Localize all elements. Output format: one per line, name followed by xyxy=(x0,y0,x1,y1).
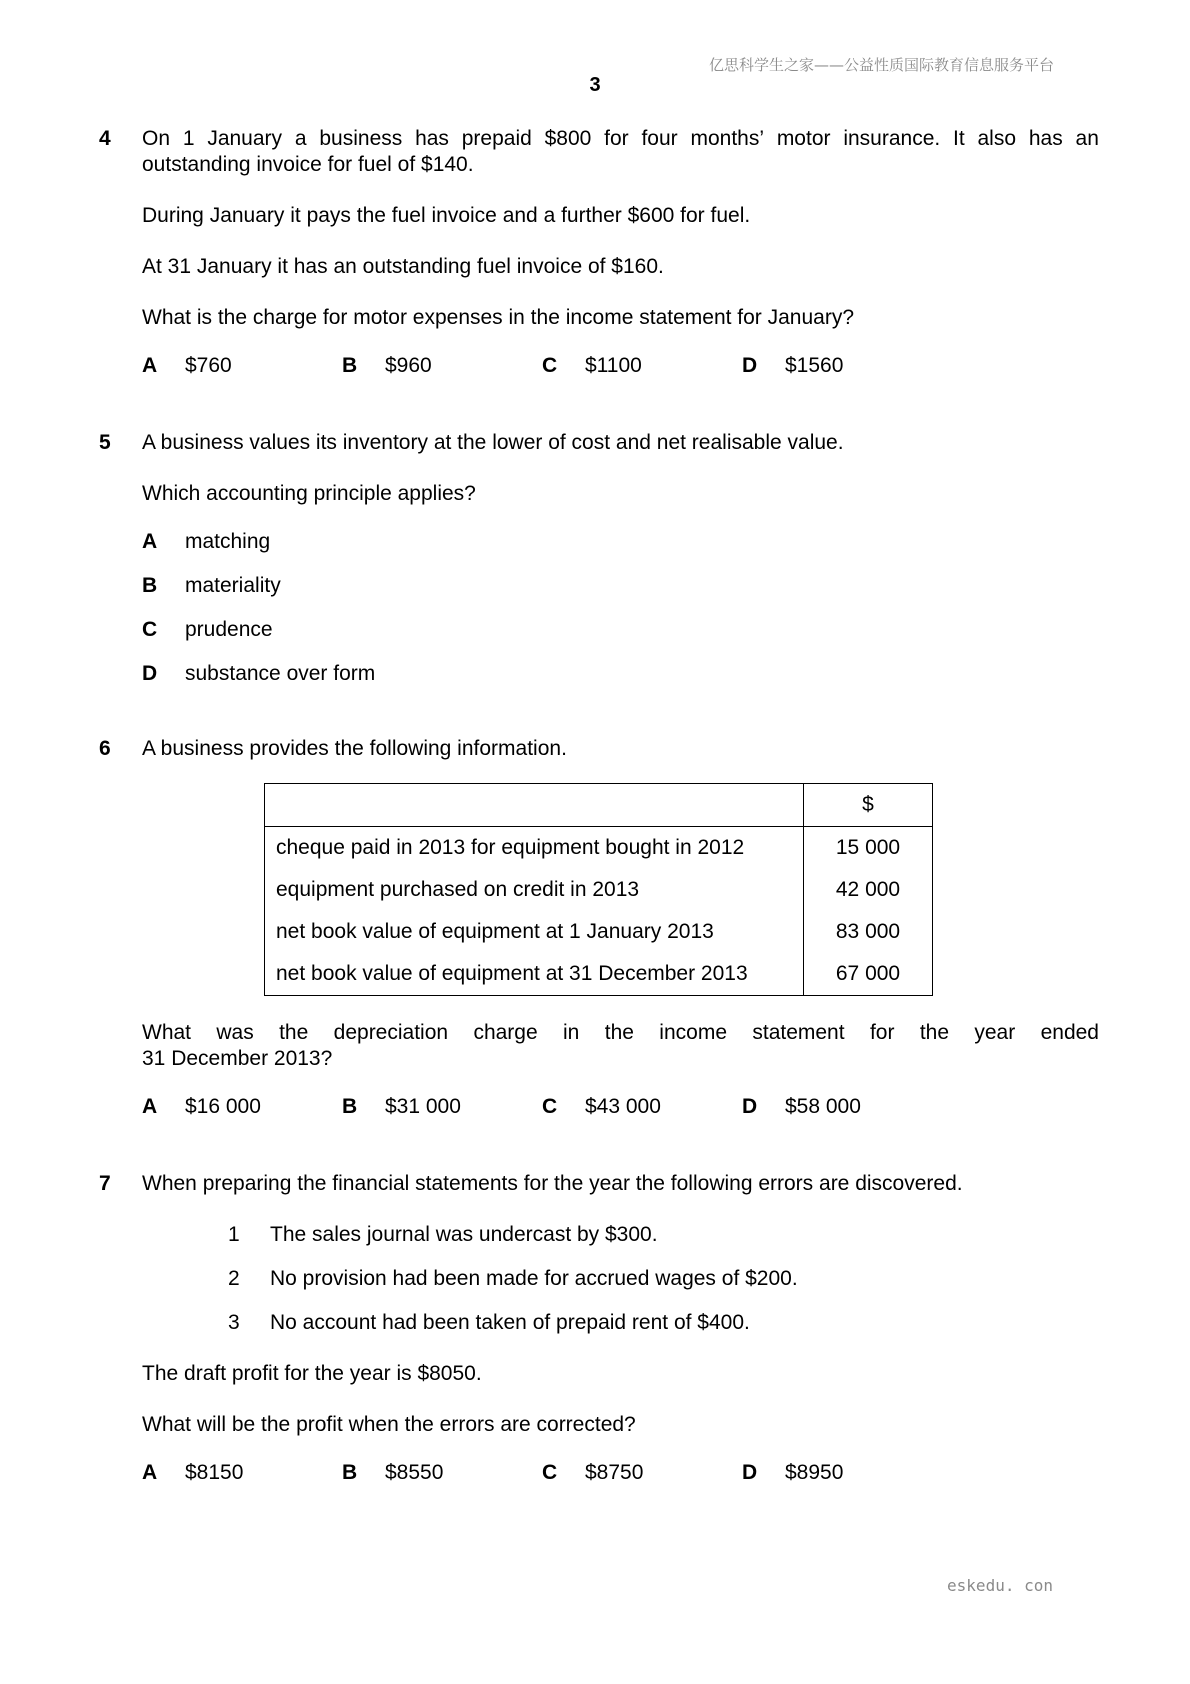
word: four xyxy=(641,127,678,150)
word: statement xyxy=(752,1021,845,1044)
question-number: 6 xyxy=(99,737,111,760)
option-text: $760 xyxy=(185,354,232,377)
question-number: 7 xyxy=(99,1172,111,1195)
option-letter: D xyxy=(742,354,758,377)
question-5-paragraph-1: A business values its inventory at the lower of cost and net realisable value. xyxy=(142,431,844,454)
table-cell-amount: 42 000 xyxy=(804,869,933,911)
question-4-paragraph-3: At 31 January it has an outstanding fuel invoice of $160. xyxy=(142,255,664,278)
error-text: The sales journal was undercast by $300. xyxy=(270,1223,658,1246)
word: has xyxy=(415,127,449,150)
option-letter: C xyxy=(542,1461,558,1484)
option-letter: D xyxy=(742,1461,758,1484)
option-letter: D xyxy=(142,662,158,685)
question-7-paragraph-2: The draft profit for the year is $8050. xyxy=(142,1362,482,1385)
option-letter: C xyxy=(142,618,158,641)
option-text: $1560 xyxy=(785,354,844,377)
error-number: 1 xyxy=(228,1223,240,1246)
table-cell-label: equipment purchased on credit in 2013 xyxy=(265,869,804,911)
word: On xyxy=(142,127,171,150)
table-row xyxy=(265,827,933,870)
table-cell-amount: 67 000 xyxy=(804,953,933,996)
word: income xyxy=(659,1021,727,1044)
option-text: $960 xyxy=(385,354,432,377)
question-number: 4 xyxy=(99,127,111,150)
question-number: 5 xyxy=(99,431,111,454)
table-cell-amount: 83 000 xyxy=(804,911,933,953)
word: a xyxy=(294,127,307,150)
error-text: No provision had been made for accrued wages of $200. xyxy=(270,1267,798,1290)
question-4-options xyxy=(142,353,902,378)
word: months’ xyxy=(690,127,764,150)
word: insurance. xyxy=(843,127,941,150)
word: January xyxy=(207,127,283,150)
option-text: $43 000 xyxy=(585,1095,661,1118)
word: ended xyxy=(1040,1021,1099,1044)
question-6-prompt-line-1 xyxy=(142,1020,1099,1045)
table-header-row xyxy=(265,784,933,827)
option-text: $8950 xyxy=(785,1461,844,1484)
question-6-prompt-line-2: 31 December 2013? xyxy=(142,1047,333,1070)
option-text: matching xyxy=(185,530,271,553)
question-4-line-1 xyxy=(142,126,1099,151)
option-letter: B xyxy=(342,1461,358,1484)
table-row xyxy=(265,953,933,996)
option-letter: C xyxy=(542,1095,558,1118)
word: an xyxy=(1075,127,1099,150)
option-text: $8550 xyxy=(385,1461,444,1484)
option-text: $1100 xyxy=(585,354,642,377)
question-6-options xyxy=(142,1094,902,1119)
question-5-prompt: Which accounting principle applies? xyxy=(142,482,476,505)
option-text: prudence xyxy=(185,618,273,641)
word: for xyxy=(869,1021,895,1044)
option-text: materiality xyxy=(185,574,281,597)
option-text: $58 000 xyxy=(785,1095,861,1118)
option-letter: C xyxy=(542,354,558,377)
table-row xyxy=(265,911,933,953)
information-table xyxy=(264,783,933,996)
option-letter: D xyxy=(742,1095,758,1118)
word: for xyxy=(604,127,629,150)
option-letter: A xyxy=(142,1095,158,1118)
footer-watermark: eskedu. con xyxy=(947,1576,1053,1595)
table-header-blank xyxy=(265,784,804,827)
error-number: 3 xyxy=(228,1311,240,1334)
word: year xyxy=(974,1021,1016,1044)
word: depreciation xyxy=(333,1021,449,1044)
error-text: No account had been taken of prepaid rent of $400. xyxy=(270,1311,750,1334)
word: was xyxy=(216,1021,254,1044)
word: It xyxy=(953,127,965,150)
option-letter: B xyxy=(342,354,358,377)
table-header-amount: $ xyxy=(804,784,933,827)
option-text: $31 000 xyxy=(385,1095,461,1118)
question-6-paragraph-1: A business provides the following information. xyxy=(142,737,567,760)
question-7-options xyxy=(142,1460,902,1485)
option-letter: A xyxy=(142,1461,158,1484)
word: motor xyxy=(776,127,831,150)
word: business xyxy=(319,127,403,150)
word: charge xyxy=(473,1021,538,1044)
option-letter: B xyxy=(342,1095,358,1118)
word: the xyxy=(279,1021,309,1044)
question-4-line-2: outstanding invoice for fuel of $140. xyxy=(142,153,474,176)
word: 1 xyxy=(182,127,195,150)
word: the xyxy=(604,1021,634,1044)
word: the xyxy=(919,1021,950,1044)
option-letter: B xyxy=(142,574,158,597)
table-cell-amount: 15 000 xyxy=(804,827,933,870)
table-cell-label: cheque paid in 2013 for equipment bought in 2012 xyxy=(265,827,804,870)
header-watermark: 亿思科学生之家——公益性质国际教育信息服务平台 xyxy=(708,56,1054,74)
option-text: $8750 xyxy=(585,1461,644,1484)
question-4-paragraph-2: During January it pays the fuel invoice and a further $600 for fuel. xyxy=(142,204,751,227)
page-number: 3 xyxy=(589,74,601,96)
word: $800 xyxy=(544,127,592,150)
word: in xyxy=(563,1021,580,1044)
word: has xyxy=(1028,127,1063,150)
table-cell-label: net book value of equipment at 1 January 2013 xyxy=(265,911,804,953)
table-cell-label: net book value of equipment at 31 December 2013 xyxy=(265,953,804,996)
option-text: substance over form xyxy=(185,662,376,685)
word: prepaid xyxy=(461,127,532,150)
word: What xyxy=(142,1021,192,1044)
question-4-prompt: What is the charge for motor expenses in the income statement for January? xyxy=(142,306,855,329)
option-letter: A xyxy=(142,354,158,377)
table-row xyxy=(265,869,933,911)
option-text: $16 000 xyxy=(185,1095,261,1118)
option-letter: A xyxy=(142,530,158,553)
word: also xyxy=(977,127,1017,150)
question-7-prompt: What will be the profit when the errors are corrected? xyxy=(142,1413,636,1436)
question-7-paragraph-1: When preparing the financial statements for the year the following errors are discovered. xyxy=(142,1172,963,1195)
error-number: 2 xyxy=(228,1267,240,1290)
option-text: $8150 xyxy=(185,1461,244,1484)
